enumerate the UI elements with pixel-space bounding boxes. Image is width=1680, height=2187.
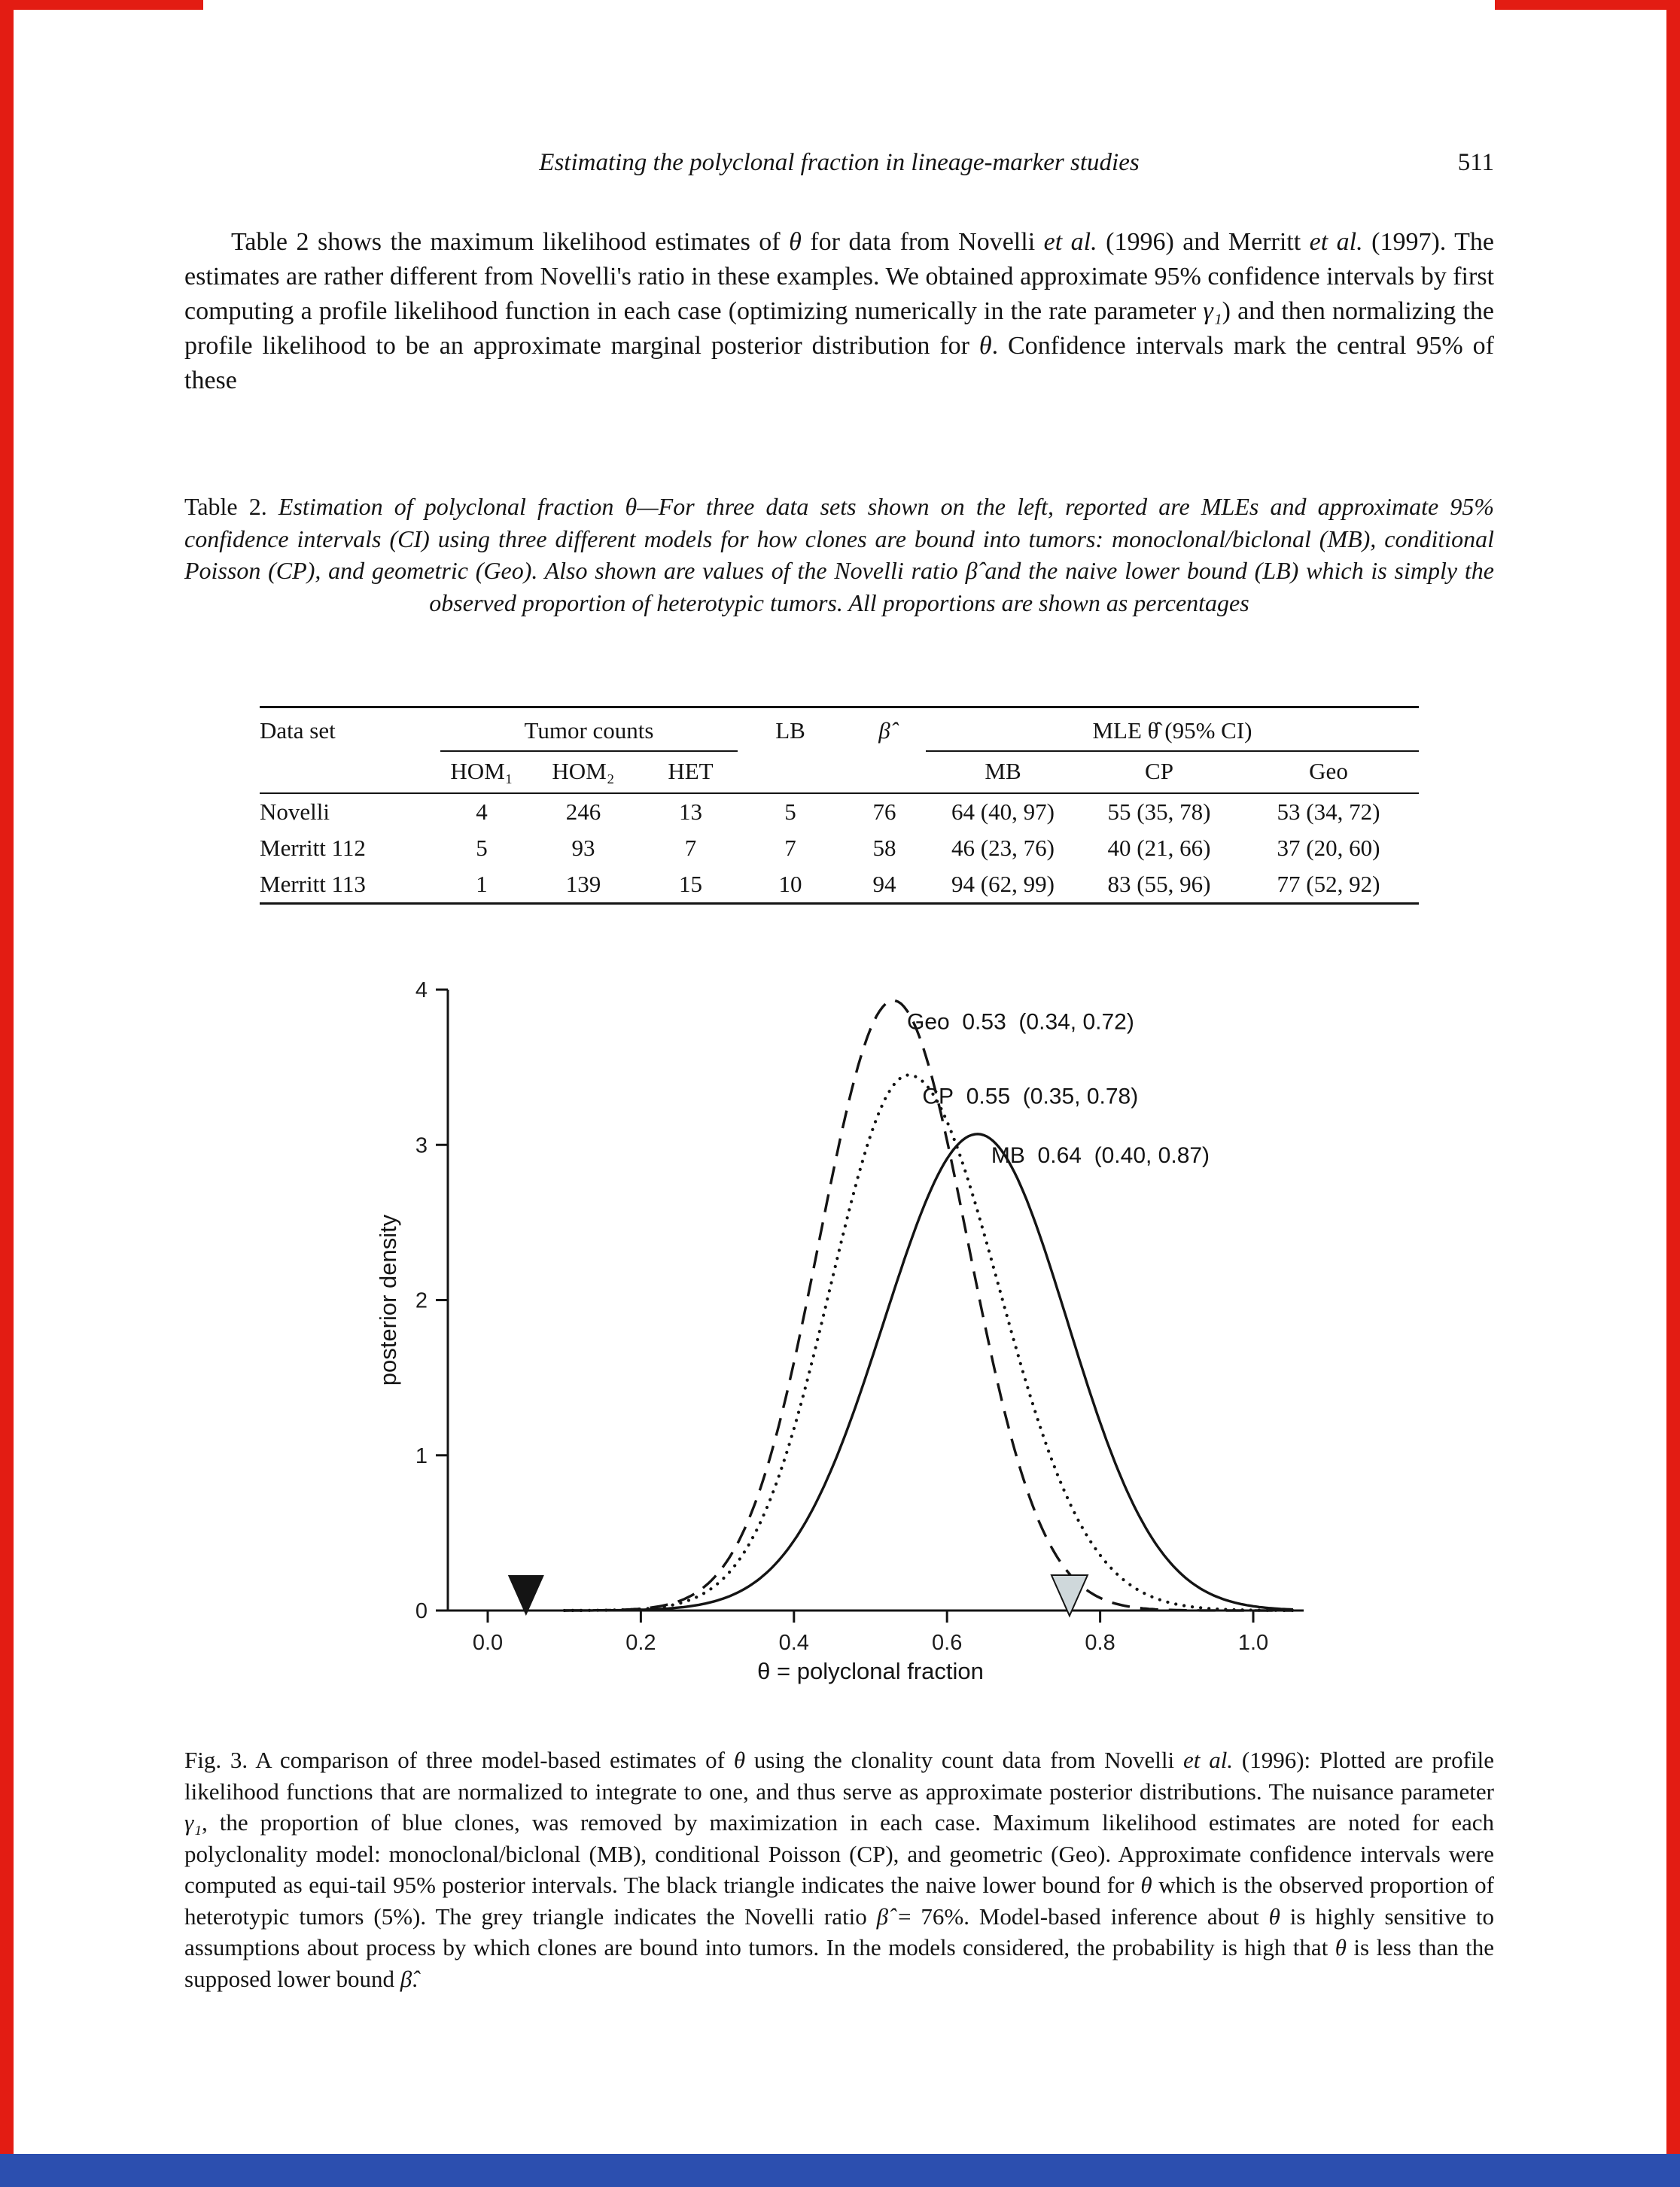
col-header-mle: MLE θ̂ (95% CI) [926, 707, 1419, 752]
cell-het: 13 [679, 798, 702, 825]
col-subheader-hom2: HOM₂ [523, 751, 644, 793]
x-tick-label: 0.8 [1085, 1631, 1115, 1655]
x-tick-label: 0.4 [778, 1631, 809, 1655]
y-tick-label: 2 [415, 1288, 428, 1313]
col-header-lb: LB [738, 707, 843, 794]
x-tick-label: 0.6 [932, 1631, 963, 1655]
col-subheader-cp: CP [1080, 751, 1238, 793]
col-header-beta-hat: β̂ [843, 707, 926, 794]
col-subheader-het: HET [644, 751, 738, 793]
cell-beta: 58 [872, 835, 896, 861]
col-subheader-mb: MB [926, 751, 1080, 793]
x-axis-label: θ = polyclonal fraction [757, 1658, 984, 1684]
series-label-mb: MB 0.64 (0.40, 0.87) [991, 1142, 1210, 1168]
col-subheader-hom1: HOM₁ [440, 751, 523, 793]
table-row [260, 866, 1419, 904]
y-tick-label: 1 [415, 1443, 428, 1468]
series-label-cp: CP 0.55 (0.35, 0.78) [922, 1084, 1139, 1109]
table-row [260, 830, 1419, 866]
cell-geo: 53 (34, 72) [1277, 798, 1380, 825]
table-2 [260, 706, 1419, 905]
series-label-geo: Geo 0.53 (0.34, 0.72) [907, 1009, 1134, 1035]
scan-edge-left [0, 0, 14, 2187]
x-tick-label: 0.2 [625, 1631, 656, 1655]
page-number: 511 [1457, 149, 1494, 176]
y-axis-label: posterior density [375, 1214, 401, 1386]
cell-lb: 7 [784, 835, 796, 861]
cell-lb: 10 [778, 871, 802, 897]
cell-beta: 94 [872, 871, 896, 897]
cell-beta: 76 [872, 798, 896, 825]
col-header-data-set: Data set [260, 707, 440, 794]
cell-cp: 40 (21, 66) [1107, 835, 1211, 861]
cell-mb: 64 (40, 97) [951, 798, 1055, 825]
running-head [184, 149, 1494, 177]
y-tick-label: 4 [415, 978, 428, 1002]
cell-data-set: Novelli [260, 798, 330, 825]
figure-caption: Fig. 3. A comparison of three model-based estimates of θ using the clonality count data from Novelli et al. (1996): Plotted are profile likelihood functions that are normalized to integrate to one, and thus serve as approximate posterior distributions. The nuisance parameter γ₁, the proportion of blue clones, was removed by maximization in each case. Maximum likelihood estimates are noted for each polyclonality model: monoclonal/biclonal (MB), conditional Poisson (CP), and geometric (Geo). Approximate confidence intervals were computed as equi-tail 95% posterior intervals. The black triangle indicates the naive lower bound for θ which is the observed proportion of heterotypic tumors (5%). The grey triangle indicates the Novelli ratio β̂ = 76%. Model-based inference about θ is highly sensitive to assumptions about process by which clones are bound into tumors. In the models considered, the probability is high that θ is less than the supposed lower bound β̂. [184, 1747, 1495, 1992]
cell-hom2: 246 [565, 798, 601, 825]
cell-mb: 46 (23, 76) [951, 835, 1055, 861]
cell-data-set: Merritt 112 [260, 835, 366, 861]
cell-cp: 55 (35, 78) [1107, 798, 1211, 825]
scan-edge-right [1666, 0, 1680, 2187]
cell-het: 15 [679, 871, 702, 897]
cell-geo: 37 (20, 60) [1277, 835, 1380, 861]
cell-data-set: Merritt 113 [260, 871, 366, 897]
scan-edge-bottom-bar [0, 2154, 1680, 2187]
figure-3-plot [361, 975, 1355, 1738]
figure-plot-svg [361, 975, 1355, 1738]
curve-mb [565, 1134, 1293, 1611]
cell-hom2: 139 [565, 871, 601, 897]
cell-hom1: 5 [476, 835, 488, 861]
scan-edge-top-right [1495, 0, 1680, 10]
cell-hom2: 93 [571, 835, 595, 861]
cell-geo: 77 (52, 92) [1277, 871, 1380, 897]
x-tick-label: 1.0 [1237, 1631, 1269, 1655]
x-tick-label: 0.0 [472, 1631, 504, 1655]
table-caption: Table 2. Estimation of polyclonal fraction θ—For three data sets shown on the left, reported are MLEs and approximate 95% confidence intervals (CI) using three different models for how clones are bound into tumors: monoclonal/biclonal (MB), conditional Poisson (CP), and geometric (Geo). Also shown are values of the Novelli ratio β̂ and the naive lower bound (LB) which is simply the observed proportion of heterotypic tumors. All proportions are shown as percentages [184, 493, 1495, 616]
cell-hom1: 4 [476, 798, 488, 825]
cell-het: 7 [684, 835, 697, 861]
cell-lb: 5 [784, 798, 796, 825]
cell-mb: 94 (62, 99) [951, 871, 1055, 897]
table-row [260, 793, 1419, 830]
intro-paragraph: Table 2 shows the maximum likelihood estimates of θ for data from Novelli et al. (1996) and Merritt et al. (1997). The estimates are rather different from Novelli's ratio in these examples. We obtained approximate 95% confidence intervals by first computing a profile likelihood function in each case (optimizing numerically in the rate parameter γ₁) and then normalizing the profile likelihood to be an approximate marginal posterior distribution for θ. Confidence intervals mark the central 95% of these [184, 228, 1495, 394]
y-tick-label: 3 [415, 1133, 428, 1158]
col-header-tumor-counts: Tumor counts [440, 707, 738, 752]
cell-cp: 83 (55, 96) [1107, 871, 1211, 897]
cell-hom1: 1 [476, 871, 488, 897]
y-tick-label: 0 [415, 1599, 428, 1623]
scan-edge-top-left [0, 0, 203, 10]
col-subheader-geo: Geo [1238, 751, 1419, 793]
running-head-title: Estimating the polyclonal fraction in lineage-marker studies [539, 149, 1140, 176]
